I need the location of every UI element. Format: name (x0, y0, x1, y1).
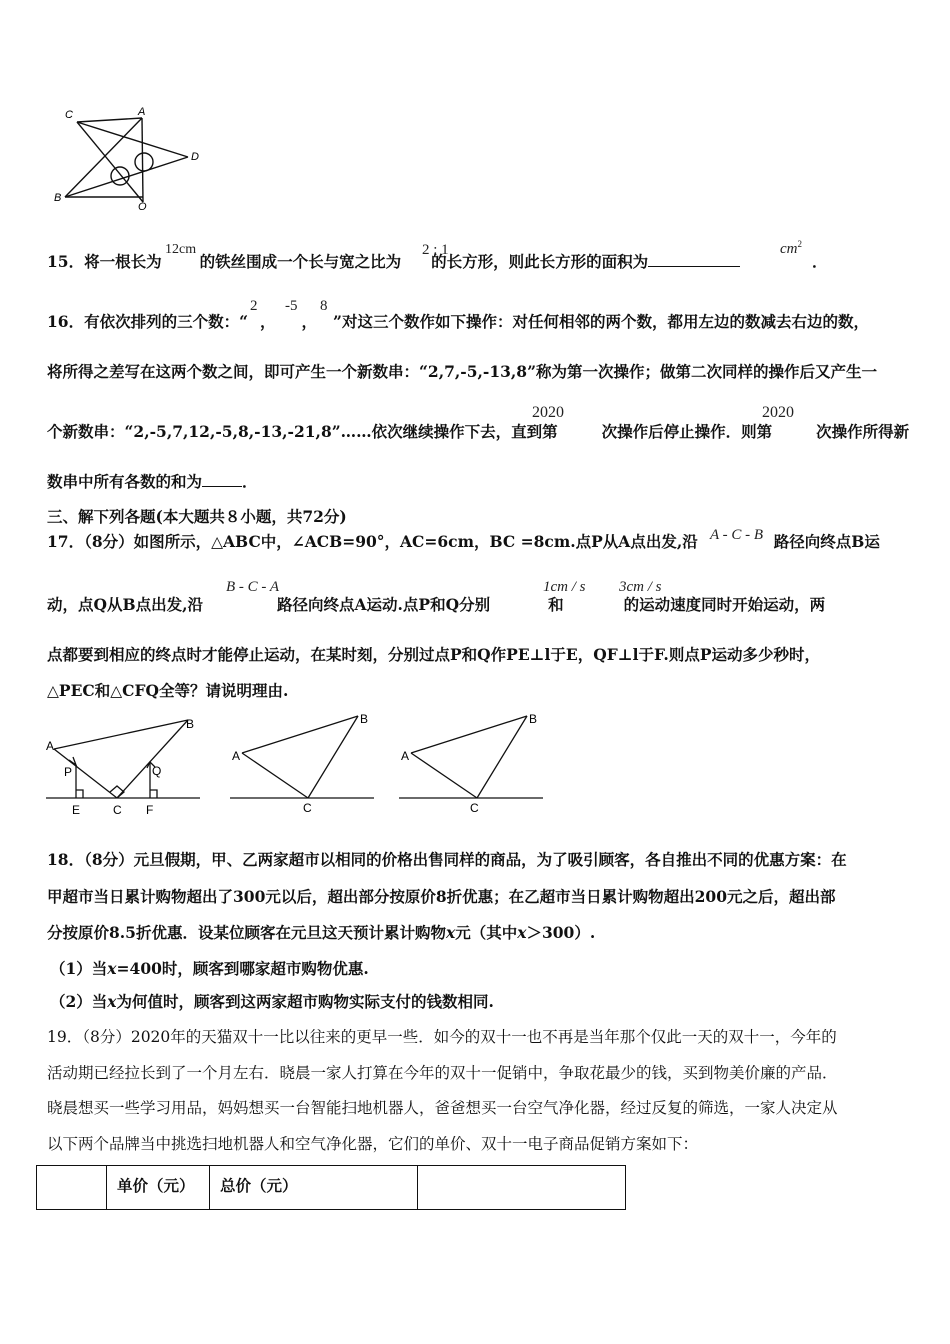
q16-answer-blank[interactable] (202, 486, 242, 487)
segment-bc (477, 716, 527, 798)
q19-line-2: 活动期已经拉长到了一个月左右．晓晨一家人打算在今年的双十一促销中，争取花最少的钱，买到物美价廉的产品． (47, 1064, 838, 1082)
q19-line-3: 晓晨想买一些学习用品，妈妈想买一台智能扫地机器人，爸爸想买一台空气净化器，经过反复的筛选，一家人决定从 (47, 1099, 838, 1117)
q19-line-1: 19．（8分）2020年的天猫双十一比以往来的更早一些．如今的双十一也不再是当年那个仅此一天的双十一，今年的 (47, 1028, 837, 1046)
table-cell: 总价（元） (210, 1166, 418, 1210)
table-cell: 单价（元） (107, 1166, 210, 1210)
q17-speed-1: 1cm / s (543, 579, 586, 595)
q19-line-4: 以下两个品牌当中挑选扫地机器人和空气净化器，它们的单价、双十一电子商品促销方案如下： (47, 1135, 699, 1153)
q17-figure-2 (228, 708, 378, 813)
q15-length: 12cm (165, 242, 197, 257)
q17-figure-1 (40, 712, 205, 817)
q17-path-2: B - C - A (226, 579, 280, 595)
label-a: A (401, 749, 410, 763)
q17-line-1: 17．（8分）如图所示，△ABC中，∠ACB=90°，AC=6cm，BC =8cm.点P从A点出发,沿 路径向终点B运 (47, 532, 880, 551)
segment-ac (411, 753, 477, 798)
segment-ca (77, 118, 142, 122)
table-row (37, 1166, 626, 1210)
q16-n3: 8 (320, 298, 328, 314)
q16-year-2: 2020 (762, 404, 794, 421)
q16-n2: -5 (285, 298, 298, 314)
q19-price-table (36, 1165, 626, 1210)
table-cell (37, 1166, 107, 1210)
segment-ab (411, 716, 527, 753)
q17-path-1: A - C - B (710, 527, 764, 543)
label-q: Q (152, 764, 162, 778)
label-o: O (138, 201, 147, 213)
q15-ratio: 2 : 1 (422, 242, 449, 258)
segment-bd (65, 157, 188, 197)
q15-unit: $cm^2$ (780, 239, 802, 257)
label-b: B (360, 712, 369, 726)
arc-right (135, 153, 153, 171)
label-a: A (46, 739, 55, 753)
label-b: B (529, 712, 538, 726)
q17-line-2: 动，点Q从B点出发,沿 路径向终点A运动.点P和Q分别 和 的运动速度同时开始运动，两 (47, 595, 826, 614)
table-cell (418, 1166, 626, 1210)
right-angle-e (76, 790, 83, 798)
q17-line-4: △PEC和△CFQ全等？请说明理由. (47, 681, 289, 700)
q18-line-3: 分按原价8.5折优惠．设某位顾客在元旦这天预计累计购物x元（其中x＞300）. (47, 923, 596, 942)
q18-sub-2: （2）当x为何值时，顾客到这两家超市购物实际支付的钱数相同. (50, 992, 494, 1011)
segment-bc (117, 720, 188, 798)
label-b: B (54, 192, 62, 204)
q18-line-1: 18．（8分）元旦假期，甲、乙两家超市以相同的价格出售同样的商品，为了吸引顾客，各自推出不同的优惠方案：在 (47, 850, 847, 869)
label-c: C (470, 801, 479, 813)
segment-bc (308, 716, 358, 798)
section-3-title: 三、解下列各题(本大题共８小题，共72分) (47, 507, 347, 526)
q15-answer-blank[interactable] (648, 266, 740, 267)
q16-line-3: 个新数串：“2,-5,7,12,-5,8,-13,-21,8”……依次继续操作下去，直到第 次操作后停止操作．则第 次操作所得新 (47, 422, 910, 441)
q16-n1: 2 (250, 298, 258, 314)
q18-sub-1: （1）当x=400时，顾客到哪家超市购物优惠. (50, 959, 369, 978)
q15-line: 15．将一根长为 的铁丝围成一个长与宽之比为 的长方形，则此长方形的面积为 (47, 250, 740, 272)
label-c: C (113, 803, 122, 817)
label-d: D (191, 151, 199, 163)
right-angle-f (150, 790, 157, 798)
q16-line-2: 将所得之差写在这两个数之间，即可产生一个新数串：“2,7,-5,-13,8”称为第一次操作；做第二次同样的操作后又产生一 (47, 362, 877, 381)
segment-ao (142, 118, 143, 202)
figure-quadrilateral (50, 105, 220, 215)
label-a: A (138, 106, 146, 118)
q15-end: ． (812, 252, 828, 271)
label-p: P (64, 765, 73, 779)
arc-left (111, 167, 129, 185)
q16-line-1: 16．有依次排列的三个数：“ ， ， ”对这三个数作如下操作：对任何相邻的两个数，都用左边的数减去右边的数， (47, 312, 869, 331)
q18-line-2: 甲超市当日累计购物超出了300元以后，超出部分按原价8折优惠；在乙超市当日累计购物超出200元之后，超出部 (47, 887, 836, 906)
label-a: A (232, 749, 241, 763)
segment-ab (242, 716, 358, 753)
label-e: E (72, 803, 81, 817)
label-c: C (65, 109, 73, 121)
segment-ab (54, 720, 188, 749)
segment-ac (242, 753, 308, 798)
label-b: B (186, 717, 195, 731)
q16-year-1: 2020 (532, 404, 564, 421)
q16-line-4: 数串中所有各数的和为 ． (47, 472, 258, 491)
label-c: C (303, 801, 312, 813)
q17-speed-2: 3cm / s (619, 579, 662, 595)
label-f: F (146, 803, 154, 817)
q17-figure-3 (397, 708, 547, 813)
q17-line-3: 点都要到相应的终点时才能停止运动，在某时刻，分别过点P和Q作PE⊥l于E，QF⊥l于F.则点P运动多少秒时， (47, 645, 820, 664)
